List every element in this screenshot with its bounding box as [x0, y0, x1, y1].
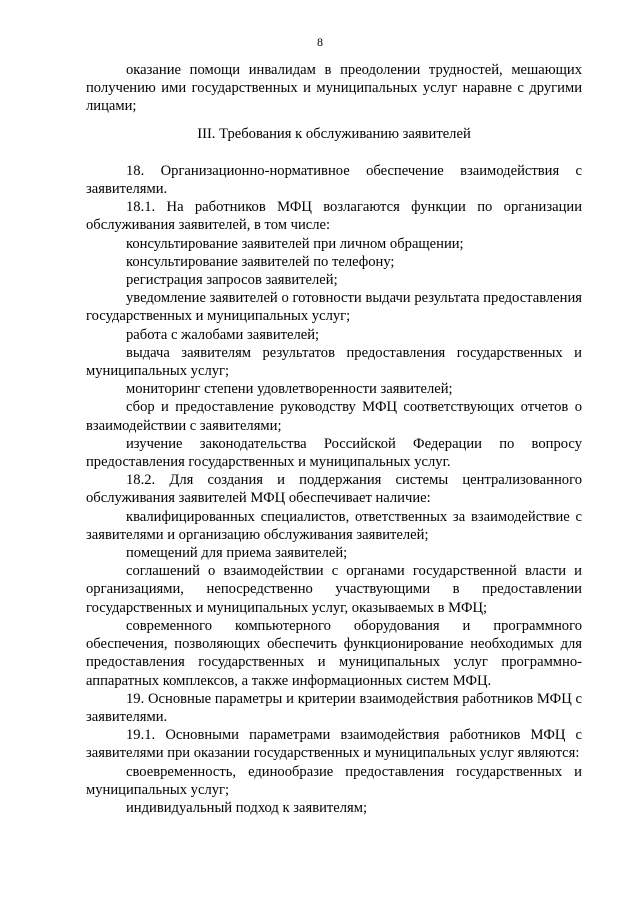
list-item: индивидуальный подход к заявителям;	[126, 799, 368, 816]
page-number: 8	[317, 35, 323, 49]
paragraph-18: 18. Организационно-нормативное обеспечение взаимодействия с заявителями.	[86, 162, 582, 198]
list-item: консультирование заявителей по телефону;	[126, 253, 395, 270]
list-item: современного компьютерного оборудования и программного обеспечения, позволяющих обеспечить функционирование необходимых для предоставления государственных и муниципальных услуг программно-аппаратных комплексов, а также информационных систем МФЦ.	[86, 617, 582, 689]
list-item: изучение законодательства Российской Федерации по вопросу предоставления государственных и муниципальных услуг.	[86, 435, 582, 471]
list-item: квалифицированных специалистов, ответственных за взаимодействие с заявителями и организацию обслуживания заявителей;	[86, 508, 582, 543]
intro-paragraph: оказание помощи инвалидам в преодолении трудностей, мешающих получению ими государственных и муниципальных услуг наравне с другими лицами;	[86, 62, 582, 115]
list-item: регистрация запросов заявителей;	[126, 272, 338, 289]
list-item: сбор и предоставление руководству МФЦ соответствующих отчетов о взаимодействии с заявителями;	[86, 399, 582, 434]
list-item: мониторинг степени удовлетворенности заявителей;	[126, 381, 453, 398]
section-heading: III. Требования к обслуживанию заявителей	[197, 125, 471, 142]
paragraph-19: 19. Основные параметры и критерии взаимодействия работников МФЦ с заявителями.	[86, 690, 582, 725]
list-item: работа с жалобами заявителей;	[126, 326, 320, 343]
paragraph-18-2: 18.2. Для создания и поддержания системы централизованного обслуживания заявителей МФЦ обеспечивает наличие:	[86, 472, 582, 507]
paragraph-19-1: 19.1. Основными параметрами взаимодействия работников МФЦ с заявителями при оказании государственных и муниципальных услуг являются:	[86, 727, 582, 762]
list-item: соглашений о взаимодействии с органами государственной власти и организациями, непосредственно участвующими в предоставлении государственных и муниципальных услуг, оказываемых в МФЦ;	[86, 563, 582, 616]
list-item: помещений для приема заявителей;	[126, 545, 348, 562]
list-item: уведомление заявителей о готовности выдачи результата предоставления государственных и муниципальных услуг;	[86, 290, 582, 325]
list-item: выдача заявителям результатов предоставления государственных и муниципальных услуг;	[86, 344, 582, 380]
list-item: своевременность, единообразие предоставления государственных и муниципальных услуг;	[86, 763, 582, 798]
list-item: консультирование заявителей при личном обращении;	[126, 235, 464, 252]
paragraph-18-1: 18.1. На работников МФЦ возлагаются функции по организации обслуживания заявителей, в том числе:	[86, 199, 582, 234]
document-body	[86, 61, 582, 817]
